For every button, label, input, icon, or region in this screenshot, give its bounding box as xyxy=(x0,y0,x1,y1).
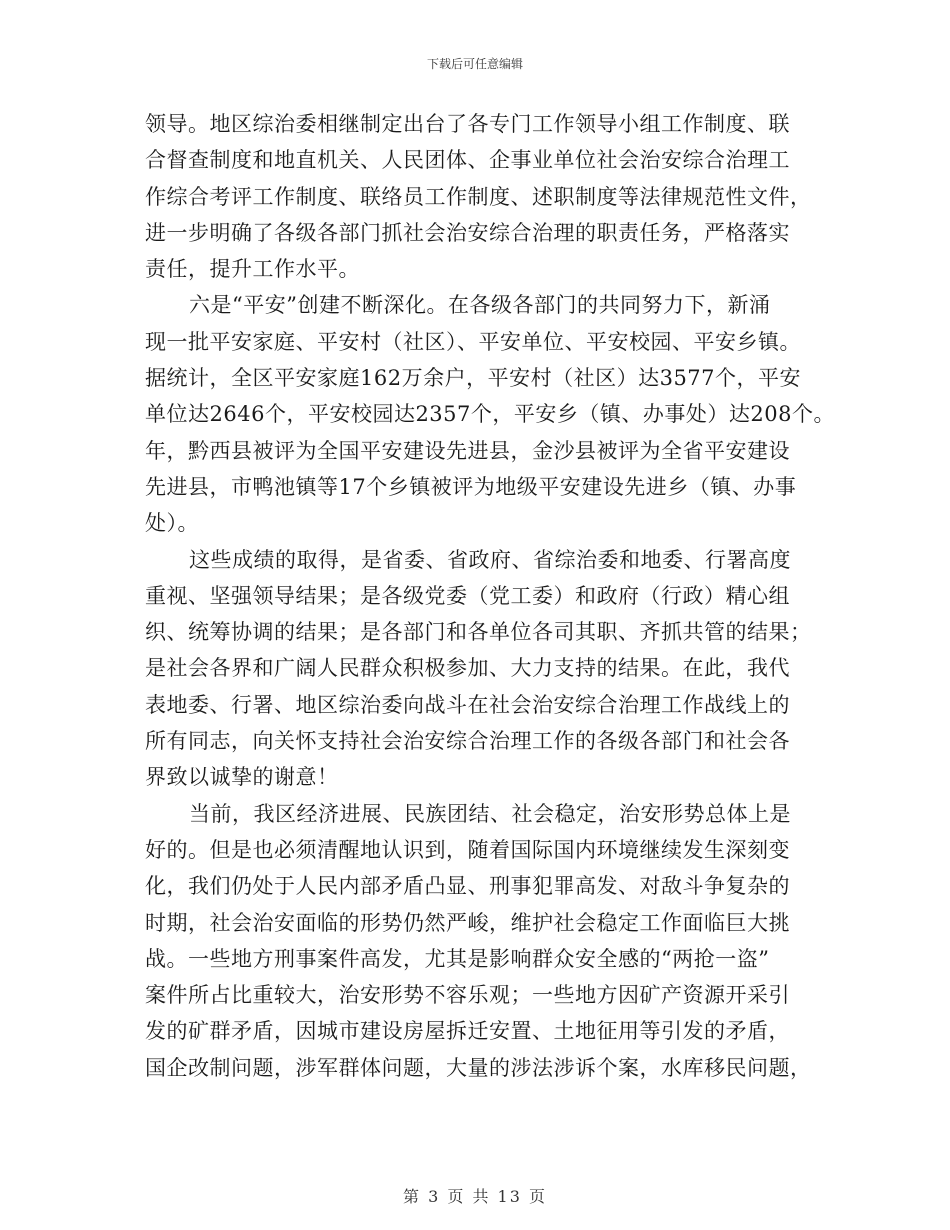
text-line: 先进县，市鸭池镇等17个乡镇被评为地级平安建设先进乡（镇、办事 xyxy=(145,474,797,499)
paragraph-first-line: 当前，我区经济进展、民族团结、社会稳定，治安形势总体上是 xyxy=(189,801,791,826)
text-line: 处）。 xyxy=(145,511,199,536)
text-line: 界致以诚挚的谢意！ xyxy=(145,765,339,790)
paragraph-first-line: 六是“平安”创建不断深化。在各级各部门的共同努力下，新涌 xyxy=(189,293,771,318)
text-line: 案件所占比重较大，治安形势不容乐观；一些地方因矿产资源开采引 xyxy=(145,983,790,1008)
text-line: 作综合考评工作制度、联络员工作制度、述职制度等法律规范性文件， xyxy=(145,184,812,209)
text-line: 织、统筹协调的结果；是各部门和各单位各司其职、齐抓共管的结果； xyxy=(145,620,812,645)
text-line: 所有同志，向关怀支持社会治安综合治理工作的各级各部门和社会各 xyxy=(145,729,790,754)
text-line: 发的矿群矛盾，因城市建设房屋拆迁安置、土地征用等引发的矛盾， xyxy=(145,1019,790,1044)
document-body xyxy=(145,106,835,1086)
text-line: 好的。但是也必须清醒地认识到，随着国际国内环境继续发生深刻变 xyxy=(145,837,790,862)
text-line: 表地委、行署、地区综治委向战斗在社会治安综合治理工作战线上的 xyxy=(145,692,790,717)
text-line: 年，黔西县被评为全国平安建设先进县，金沙县被评为全省平安建设 xyxy=(145,438,790,463)
page-header: 下载后可任意编辑 xyxy=(426,57,523,71)
text-line: 领导。地区综治委相继制定出台了各专门工作领导小组工作制度、联 xyxy=(145,112,790,136)
text-line: 现一批平安家庭、平安村（社区）、平安单位、平安校园、平安乡镇。 xyxy=(145,329,801,354)
text-line: 进一步明确了各级各部门抓社会治安综合治理的职责任务，严格落实 xyxy=(145,220,790,245)
text-line: 是社会各界和广阔人民群众积极参加、大力支持的结果。在此，我代 xyxy=(145,656,790,681)
page-number: 第 3 页 共 13 页 xyxy=(403,1187,547,1206)
text-line: 国企改制问题，涉军群体问题，大量的涉法涉诉个案，水库移民问题， xyxy=(145,1055,812,1080)
text-line: 战。一些地方刑事案件高发，尤其是影响群众安全感的“两抢一盗” xyxy=(145,946,770,971)
text-line: 据统计，全区平安家庭162万余户，平安村（社区）达3577个，平安 xyxy=(145,366,802,391)
text-line: 责任，提升工作水平。 xyxy=(145,257,360,282)
text-line: 时期，社会治安面临的形势仍然严峻，维护社会稳定工作面临巨大挑 xyxy=(145,910,790,935)
paragraph-first-line: 这些成绩的取得，是省委、省政府、省综治委和地委、行署高度 xyxy=(189,547,791,572)
text-line: 重视、坚强领导结果；是各级党委（党工委）和政府（行政）精心组 xyxy=(145,583,790,608)
text-line: 化，我们仍处于人民内部矛盾凸显、刑事犯罪高发、对敌斗争复杂的 xyxy=(145,874,790,899)
text-line: 单位达2646个，平安校园达2357个，平安乡（镇、办事处）达208个。 xyxy=(145,402,835,427)
text-line: 合督查制度和地直机关、人民团体、企事业单位社会治安综合治理工 xyxy=(145,148,790,173)
